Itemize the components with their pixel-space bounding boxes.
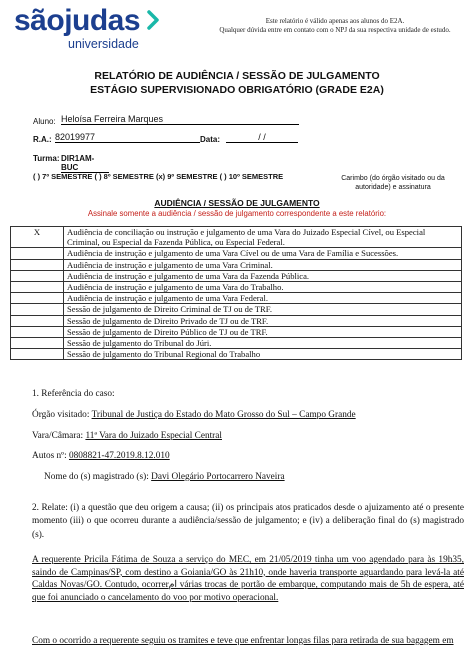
option-row xyxy=(11,315,462,326)
option-checkbox[interactable] xyxy=(11,349,64,360)
logo-subtitle: universidade xyxy=(68,37,139,51)
autos-label: Autos nº: xyxy=(32,451,69,461)
relate-instructions: 2. Relate: (i) a questão que deu origem a causa; (ii) os principais atos praticados desde o ajuizamento até o presente momento (iii) o que ocorreu durante a audiência/sessão de julgamento; e (iv) a deliberação final do (s) magistrado (s). xyxy=(32,503,464,540)
option-row xyxy=(11,259,462,270)
logo-text: sãojudas xyxy=(14,4,141,37)
option-checkbox[interactable] xyxy=(11,270,64,281)
option-row xyxy=(11,282,462,293)
option-row xyxy=(11,338,462,349)
option-checkbox[interactable] xyxy=(11,259,64,270)
option-label: Sessão de julgamento do Tribunal Regional do Trabalho xyxy=(64,349,462,360)
option-row xyxy=(11,304,462,315)
option-label: Audiência de instrução e julgamento de uma Vara da Fazenda Pública. xyxy=(64,270,462,281)
orgao-label: Órgão visitado: xyxy=(32,410,92,420)
option-label: Audiência de conciliação ou instrução e julgamento de uma Vara do Juizado Especial Cível, ou Especial Criminal, ou Especial da Fazenda Pública, ou Especial Federal. xyxy=(64,227,462,248)
vara-row xyxy=(32,431,462,441)
case-heading: 1. Referência do caso: xyxy=(32,389,115,399)
option-label: Audiência de instrução e julgamento de uma Vara Cível ou de uma Vara de Família e Sucessões. xyxy=(64,248,462,259)
magistrado-row xyxy=(44,472,474,482)
vara-label: Vara/Câmara: xyxy=(32,431,86,441)
option-label: Sessão de julgamento de Direito Privado de TJ ou de TRF. xyxy=(64,315,462,326)
option-label: Audiência de instrução e julgamento de uma Vara Federal. xyxy=(64,293,462,304)
aluno-label: Aluno: xyxy=(33,117,56,126)
autos-value[interactable]: 0808821-47.2019.8.12.010 xyxy=(68,451,170,461)
report-subtitle: ESTÁGIO SUPERVISIONADO OBRIGATÓRIO (GRADE E2A) xyxy=(90,84,384,96)
university-logo xyxy=(14,4,140,38)
option-row xyxy=(11,227,462,248)
option-checkbox[interactable] xyxy=(11,248,64,259)
report-title: RELATÓRIO DE AUDIÊNCIA / SESSÃO DE JULGAMENTO xyxy=(94,70,380,82)
turma-label: Turma: xyxy=(33,154,60,163)
notice-line-2: Qualquer dúvida entre em contato com o NPJ da sua respectiva unidade de estudo. xyxy=(219,26,451,34)
option-label: Sessão de julgamento do Tribunal do Júri. xyxy=(64,338,462,349)
option-checkbox[interactable] xyxy=(11,326,64,337)
relate-paragraph-1[interactable]: A requerente Pricila Fátima de Souza a serviço do MEC, em 21/05/2019 tinha um voo agendado para às 19h35, saindo de Campinas/SP, com destino a Goiania/GO às 21h10, onde haveria transporte aguardando para levá-la até Caldas Novas/GO. Contudo, ocorrerام várias trocas de portão de embarque, computando mais de 5h de espera, até que foi anunciado o cancelamento do voo por motivo operacional. xyxy=(32,555,464,603)
relate-paragraph-2[interactable]: Com o ocorrido a requerente seguiu os tramites e teve que enfrentar longas filas para retirada de sua bagagem em xyxy=(32,636,454,646)
option-checkbox[interactable]: X xyxy=(11,227,64,248)
aluno-field[interactable]: Heloísa Ferreira Marques xyxy=(61,114,299,125)
orgao-row xyxy=(32,410,462,420)
option-row xyxy=(11,270,462,281)
stamp-area xyxy=(318,118,468,198)
hearing-type-table xyxy=(10,226,462,360)
option-label: Audiência de instrução e julgamento de uma Vara do Trabalho. xyxy=(64,282,462,293)
semester-options[interactable]: ( ) 7º SEMESTRE ( ) 8º SEMESTRE (x) 9º SEMESTRE ( ) 10º SEMESTRE xyxy=(33,172,284,181)
option-checkbox[interactable] xyxy=(11,315,64,326)
option-checkbox[interactable] xyxy=(11,282,64,293)
ra-field[interactable]: 82019977 xyxy=(55,132,200,143)
section-note: Assinale somente a audiência / sessão de julgamento correspondente a este relatório: xyxy=(87,209,387,218)
option-row xyxy=(11,293,462,304)
orgao-value[interactable]: Tribunal de Justiça do Estado do Mato Grosso do Sul – Campo Grande xyxy=(91,410,356,420)
option-checkbox[interactable] xyxy=(11,338,64,349)
ra-label: R.A.: xyxy=(33,135,52,144)
option-checkbox[interactable] xyxy=(11,304,64,315)
data-label: Data: xyxy=(200,135,221,144)
option-checkbox[interactable] xyxy=(11,293,64,304)
option-row xyxy=(11,248,462,259)
notice-line-1: Este relatório é válido apenas aos alunos do E2A. xyxy=(265,17,405,25)
option-label: Sessão de julgamento de Direito Criminal de TJ ou de TRF. xyxy=(64,304,462,315)
data-field[interactable]: / / xyxy=(226,132,298,143)
logo-chevron-icon xyxy=(146,10,160,30)
option-label: Sessão de julgamento de Direito Público de TJ ou de TRF. xyxy=(64,326,462,337)
stamp-caption-1: Carimbo (do órgão visitado ou da xyxy=(341,175,445,182)
magistrado-label: Nome do (s) magistrado (s): xyxy=(44,472,152,482)
stamp-caption-2: autoridade) e assinatura xyxy=(355,184,431,191)
autos-row xyxy=(32,451,462,461)
turma-field[interactable]: DIR1AM-BUC xyxy=(61,154,109,173)
section-title: AUDIÊNCIA / SESSÃO DE JULGAMENTO xyxy=(154,198,320,208)
option-label: Audiência de instrução e julgamento de uma Vara Criminal. xyxy=(64,259,462,270)
option-row xyxy=(11,349,462,360)
magistrado-value[interactable]: Davi Olegário Portocarrero Naveira xyxy=(151,472,285,482)
option-row xyxy=(11,326,462,337)
vara-value[interactable]: 11ª Vara do Juizado Especial Central xyxy=(85,431,222,441)
